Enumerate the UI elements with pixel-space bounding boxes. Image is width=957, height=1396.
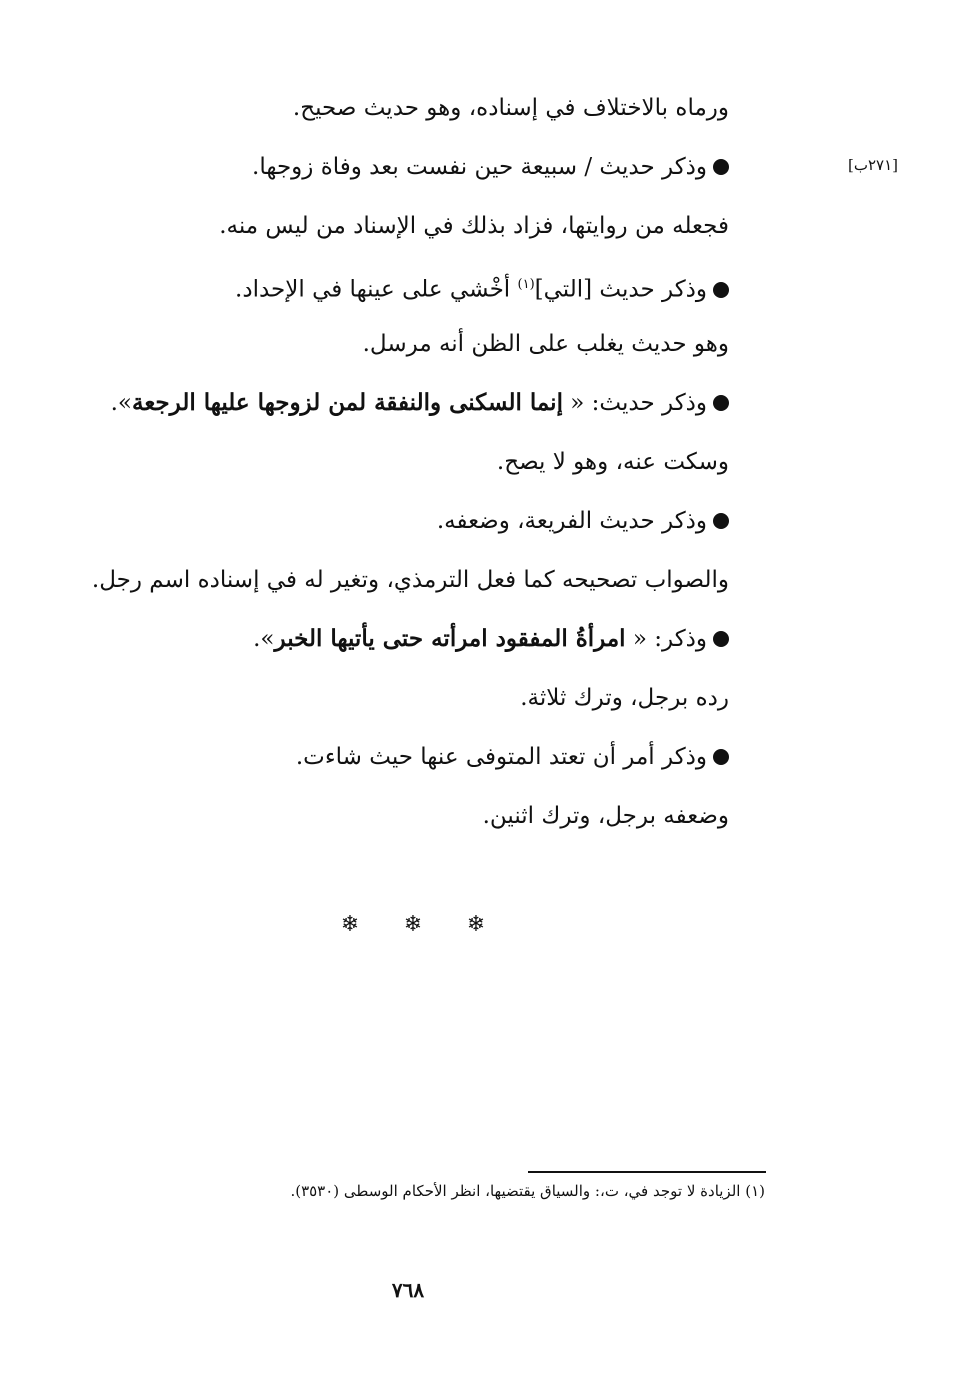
text-line: [69, 794, 729, 853]
text-line: [69, 204, 729, 263]
text-line: [69, 381, 729, 440]
snowflake-icon: ❄: [466, 912, 486, 937]
line-text: وضعفه برجل، وترك اثنين.: [482, 803, 729, 829]
line-text: وسكت عنه، وهو لا يصح.: [496, 449, 729, 475]
text-line: [69, 617, 729, 676]
footnote: (١) الزيادة لا توجد في، ت،: والسياق يقتضيها، انظر الأحكام الوسطى (٣٥٣٠).: [290, 1182, 765, 1200]
bullet-icon: [713, 631, 729, 647]
line-text: وذكر حديث الفريعة، وضعفه.: [436, 508, 707, 534]
text-line: [69, 440, 729, 499]
hadith-quote: امرأةُ المفقود امرأته حتى يأتيها الخبر: [274, 625, 626, 652]
section-divider: [338, 912, 488, 937]
footnote-reference: (١): [517, 277, 535, 292]
line-text: والصواب تصحيحه كما فعل الترمذي، وتغير له في إسناده اسم رجل.: [91, 567, 729, 593]
text-line: [69, 145, 729, 204]
footnote-separator: [528, 1171, 766, 1173]
quote-close: ».: [110, 390, 132, 416]
text-line: [69, 86, 729, 145]
page-number: ٧٦٨: [391, 1278, 425, 1302]
bullet-icon: [713, 395, 729, 411]
body-text: [69, 86, 729, 853]
bullet-icon: [713, 513, 729, 529]
line-text: ورماه بالاختلاف في إسناده، وهو حديث صحيح.: [292, 95, 729, 121]
snowflake-icon: ❄: [340, 912, 360, 937]
line-text: وذكر حديث [التي]: [534, 276, 707, 303]
text-line: [69, 735, 729, 794]
bullet-icon: [713, 749, 729, 765]
line-text: وذكر حديث / سبيعة حين نفست بعد وفاة زوجها.: [252, 154, 707, 180]
line-text: وذكر: «: [625, 626, 707, 652]
bullet-icon: [713, 282, 729, 298]
line-text: فجعله من روايتها، فزاد بذلك في الإسناد من ليس منه.: [219, 213, 729, 239]
text-line: [69, 263, 729, 322]
snowflake-icon: ❄: [403, 912, 423, 937]
line-text: وذكر حديث: «: [562, 390, 707, 416]
line-text: وهو حديث يغلب على الظن أنه مرسل.: [362, 331, 729, 357]
hadith-quote: إنما السكنى والنفقة لمن لزوجها عليها الرجعة: [131, 389, 563, 416]
text-line: [69, 558, 729, 617]
line-text-continued: أخْشي على عينها في الإحداد.: [235, 276, 518, 303]
manuscript-folio-marker: [٢٧١ب]: [848, 156, 899, 174]
quote-close: ».: [253, 626, 275, 652]
line-text: رده برجل، وترك ثلاثة.: [520, 685, 729, 711]
bullet-icon: [713, 159, 729, 175]
text-line: [69, 499, 729, 558]
line-text: وذكر أمر أن تعتد المتوفى عنها حيث شاءت.: [295, 744, 707, 770]
text-line: [69, 676, 729, 735]
text-line: [69, 322, 729, 381]
